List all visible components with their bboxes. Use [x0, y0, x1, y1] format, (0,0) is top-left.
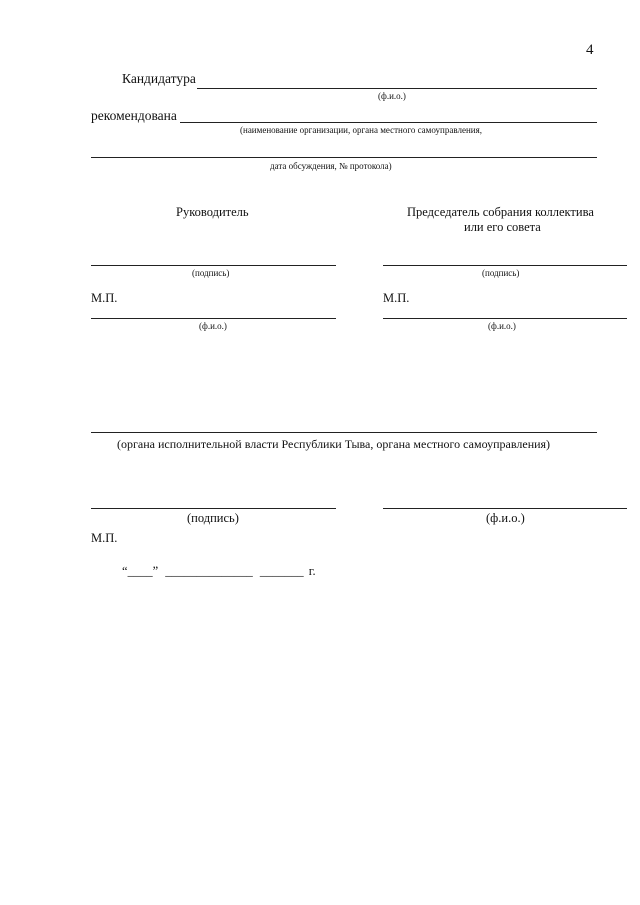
right-block-title-line2: или его совета	[464, 220, 541, 234]
authority-line	[91, 432, 597, 433]
right-block-title-line1: Председатель собрания коллектива	[407, 205, 594, 219]
page-number: 4	[586, 42, 594, 58]
left-seal-label: М.П.	[91, 291, 118, 305]
right-fio-line	[383, 318, 627, 319]
date-line	[122, 564, 316, 579]
recommended-org-caption: (наименование организации, органа местного самоуправления,	[240, 125, 482, 135]
recommended-date-line	[91, 157, 597, 158]
left-signature-caption: (подпись)	[192, 268, 230, 278]
authority-signature-caption: (подпись)	[187, 511, 239, 525]
date-close-quote: ”	[152, 564, 159, 578]
recommended-date-caption: дата обсуждения, № протокола)	[270, 161, 392, 171]
right-signature-caption: (подпись)	[482, 268, 520, 278]
authority-fio-caption: (ф.и.о.)	[486, 511, 525, 525]
candidate-fio-caption: (ф.и.о.)	[378, 91, 406, 101]
left-signature-line	[91, 265, 336, 266]
authority-caption: (органа исполнительной власти Республики Тыва, органа местного самоуправления)	[117, 437, 551, 451]
date-open-quote: “	[122, 564, 128, 578]
left-block-title: Руководитель	[176, 205, 249, 219]
authority-seal-label: М.П.	[91, 531, 118, 545]
right-signature-line	[383, 265, 627, 266]
left-fio-line	[91, 318, 336, 319]
date-month-blank: ______________	[165, 564, 253, 578]
date-year-blank: _______	[259, 564, 304, 578]
authority-fio-line	[383, 508, 627, 509]
left-fio-caption: (ф.и.о.)	[199, 321, 227, 331]
recommended-label: рекомендована	[91, 108, 177, 123]
candidate-label: Кандидатура	[122, 71, 196, 86]
date-year-suffix: г.	[308, 564, 316, 578]
right-fio-caption: (ф.и.о.)	[488, 321, 516, 331]
recommended-org-line	[180, 122, 597, 123]
authority-signature-line	[91, 508, 336, 509]
candidate-fio-line	[197, 88, 597, 89]
date-day-blank: ____	[127, 564, 153, 578]
right-seal-label: М.П.	[383, 291, 410, 305]
